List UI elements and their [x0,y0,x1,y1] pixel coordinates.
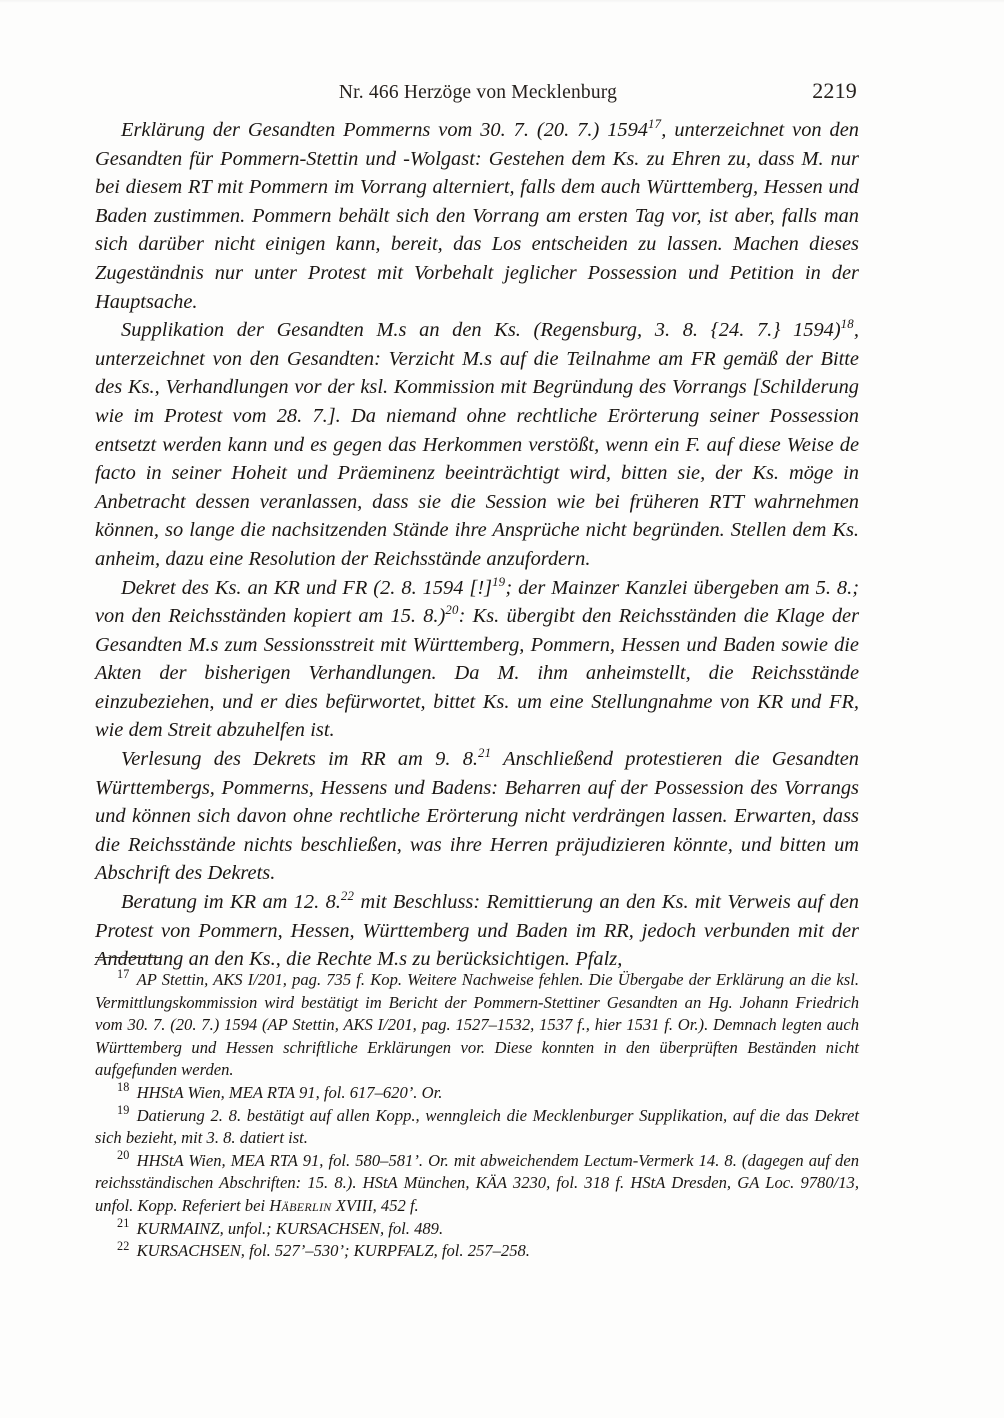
footnote-reference-22[interactable]: 22 [340,889,355,904]
footnote-17-marker[interactable]: 17 [117,967,130,982]
footnote-22: $^{22}$ KURSACHSEN, fol. 527’–530’; KURPFALZ, fol. 257–258. [117,1238,530,1261]
footnote-21-marker[interactable]: 21 [117,1216,130,1230]
footnote-apparatus [95,957,859,1263]
para-verlesung: Verlesung des Dekrets im RR am 9. 8.21 Anschließend protestieren die Gesandten Württembergs, Pommerns, Hessens und Badens: Beharren auf der Possession des Vorrangs und können sich davon ohne rechtliche Erörterung nicht verdrängen lassen. Erwarten, dass die Reichsstände nichts beschließen, was ihre Herren präjudizieren könnte, und bitten um Abschrift des Dekrets. [95,746,859,885]
footnote-20-marker[interactable]: 20 [117,1148,130,1163]
footnote-18-marker[interactable]: 18 [117,1080,130,1095]
footnote-reference-17[interactable]: 17 [648,117,662,132]
footnote-21: $^{21}$ KURMAINZ, unfol.; KURSACHSEN, fol. 489. [117,1216,444,1238]
footnote-list [95,969,859,1263]
para-erklaerung: Erklärung der Gesandten Pommerns vom 30. 7. (20. 7.) 1594$^{17}$, unterzeichnet von den Gesandten für Pommern-Stettin und -Wolgast: Gestehen dem Ks. zu Ehren zu, dass M. nur bei diesem RT mit Pommern im Vorrang alterniert, falls dem auch Württemberg, Hessen und Baden zustimmen. Pommern behält sich den Vorrang am ersten Tag vor, ist aber, falls man sich darüber nicht einigen kann, bereit, das Los entscheiden zu lassen. Machen dieses Zugeständnis nur unter Protest mit Vorbehalt jeglicher Possession und Petition in der Hauptsache. [95,117,859,313]
footnote-19-marker[interactable]: 19 [117,1103,130,1118]
para-beratung: Beratung im KR am 12. 8.22 mit Beschluss: Remittierung an den Ks. mit Verweis auf den Protest von Pommern, Hessen, Württemberg und Baden im RR, jedoch verbunden mit der Andeutung an den Ks., die Rechte M.s zu berücksichtigen. Pfalz, [95,889,860,971]
running-head-title: Nr. 466 Herzöge von Mecklenburg [338,82,618,103]
footnote-17: $^{17}$ AP Stettin, AKS I/201, pag. 735 f. Kop. Weitere Nachweise fehlen. Die Übergabe der Erklärung an die ksl. Vermittlungskommission wird bestätigt im Bericht der Pommern-Stettiner Gesandten an Hg. Johann Friedrich vom 30. 7. (20. 7.) 1594 (AP Stettin, AKS I/201, pag. 1527–1532, 1537 f., hier 1531 f. Or.). Demnach legten auch Württemberg und Hessen schriftliche Erklärungen vor. Diese konnten in den überprüften Beständen nicht aufgefunden werden. [95,967,859,1080]
footnote-reference-21[interactable]: 21 [478,746,492,761]
page-number: 2219 [812,78,857,103]
footnote-19: $^{19}$ Datierung 2. 8. bestätigt auf allen Kopp., wenngleich die Mecklenburger Supplikation, auf die das Dekret sich bezieht, mit 3. 8. datiert ist. [95,1103,859,1148]
footnote-reference-20[interactable]: 20 [445,603,459,618]
footnote-reference-18[interactable]: 18 [840,317,854,332]
footnote-separator-rule [95,957,161,958]
small-caps-name: Häberlin [269,1195,332,1215]
para-supplikation: Supplikation der Gesandten M.s an den Ks. (Regensburg, 3. 8. {24. 7.} 1594)$^{18}$, unterzeichnet von den Gesandten: Verzicht M.s auf die Teilnahme am FR gemäß der Bitte des Ks., Verhandlungen vor der ksl. Kommission mit Begründung des Vorrangs [Schilderung wie im Protest vom 28. 7.]. Da niemand ohne rechtliche Erörterung seiner Possession entsetzt werden kann und es gegen das Herkommen verstößt, wenn ein F. auf diese Weise de facto in seiner Hoheit und Präeminenz beeinträchtigt wird, bitten sie, der Ks. möge in Anbetracht dessen veranlassen, dass sie die Session wie bei früheren RTT wahrnehmen können, so lange die nachsitzenden Stände ihre Ansprüche nicht begründen. Stellen dem Ks. anheim, dazu eine Resolution der Reichsstände anzufordern. [95,317,859,570]
footnote-reference-19[interactable]: 19 [492,574,506,589]
footnote-18: $^{18}$ HHStA Wien, MEA RTA 91, fol. 617–620’. Or. [117,1080,443,1102]
scan-edge-shading [0,0,1004,3]
main-text-column [95,116,859,974]
running-head [95,78,857,104]
para-dekret: Dekret des Ks. an KR und FR (2. 8. 1594 [!]$^{19}$; der Mainzer Kanzlei übergeben am 5. 8.; von den Reichsständen kopiert am 15. 8.)$^{20}$: Ks. übergibt den Reichsständen die Klage der Gesandten M.s zum Sessionsstreit mit Württemberg, Pommern, Hessen und Baden sowie die Akten der bisherigen Verhandlungen. Da M. ihm anheimstellt, die Reichsstände einzubeziehen, und er dies befürwortet, bittet Ks. um eine Stellungnahme von KR und FR, wie dem Streit abzuhelfen ist. [95,574,860,742]
footnote-22-marker[interactable]: 22 [117,1238,130,1253]
footnote-20: $^{20}$ HHStA Wien, MEA RTA 91, fol. 580–581’. Or. mit abweichendem Lectum-Vermerk 14. 8. (dagegen auf den reichsständischen Abschriften: 15. 8.). HStA München, KÄA 3230, fol. 318 f. HStA Dresden, GA Loc. 9780/13, unfol. Kopp. Referiert bei Häberlin XVIII, 452 f. [95,1148,859,1215]
